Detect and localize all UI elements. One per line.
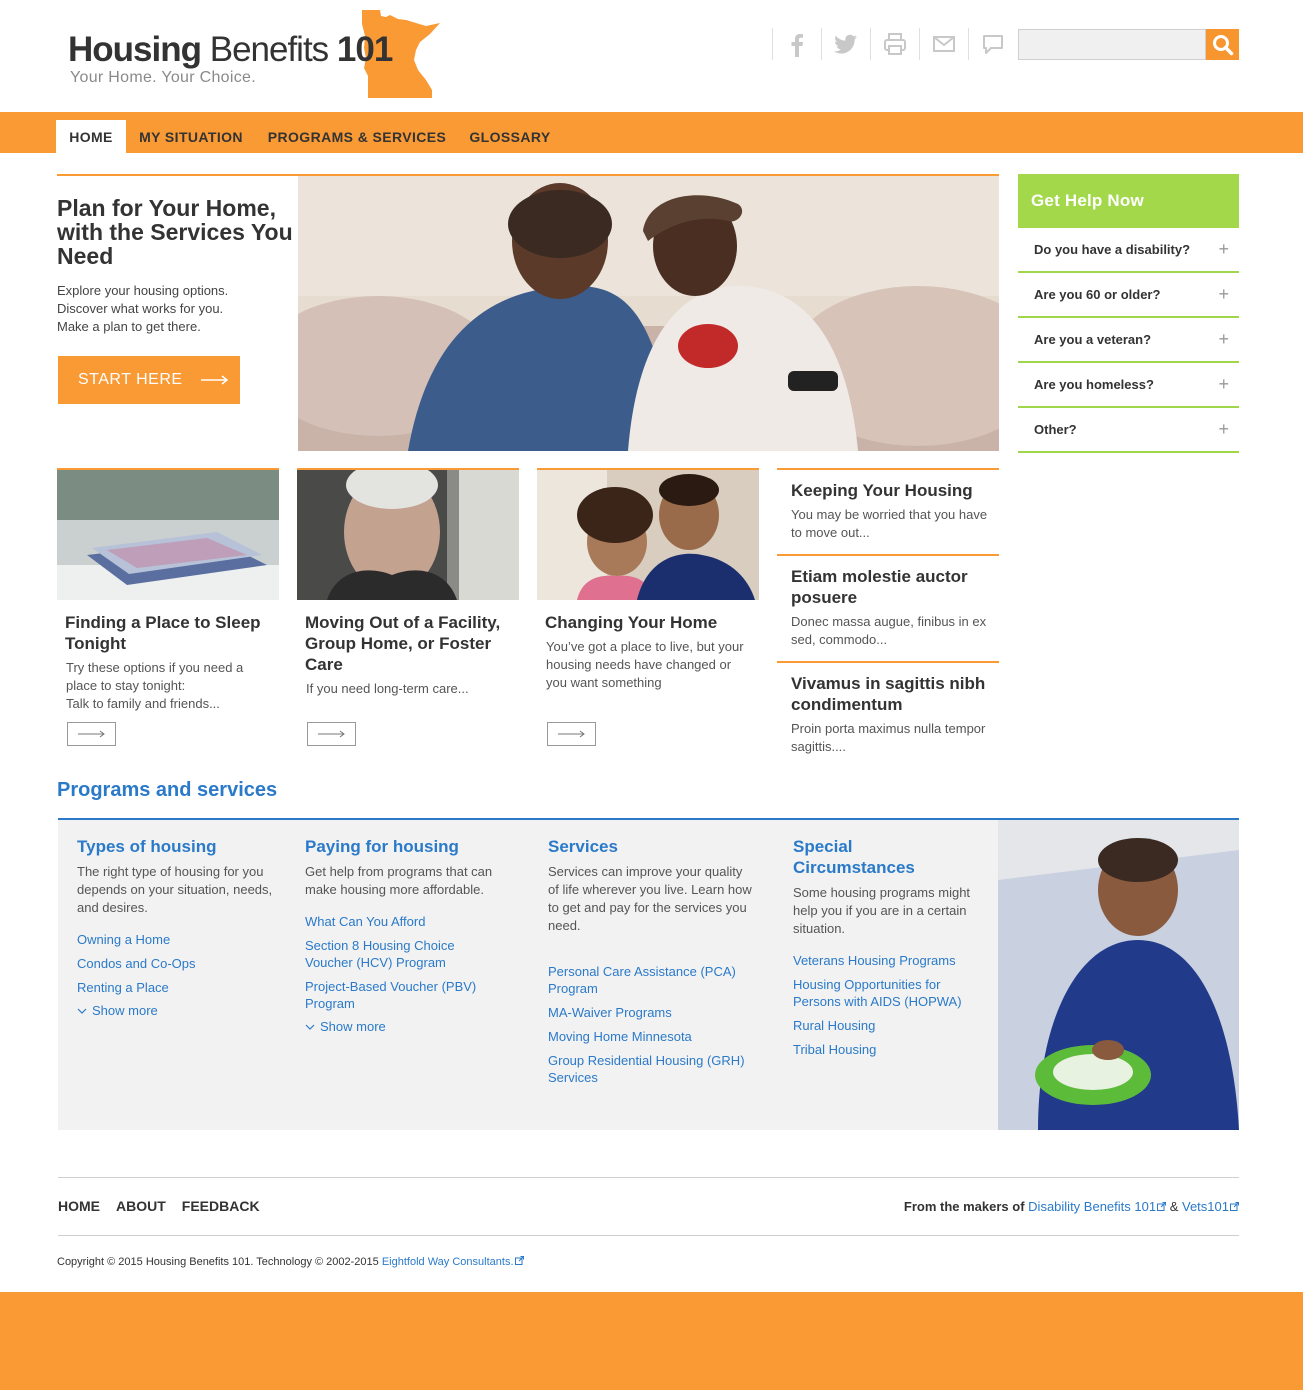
arrow-right-icon [318,730,346,738]
programs-photo-child [998,820,1239,1130]
arrow-right-icon [78,730,106,738]
card-more-button[interactable] [547,722,596,746]
card-finding-a-place[interactable]: Finding a Place to Sleep Tonight Try these options if you need a place to stay tonight: Talk to family and friends... [57,468,279,748]
col-heading: Special Circumstances [793,837,915,877]
footer-link-home[interactable]: HOME [58,1198,100,1214]
col-heading: Paying for housing [305,837,459,856]
card-photo-elderly-man [297,470,519,600]
card-photo-blanket [57,470,279,600]
logo-tagline: Your Home. Your Choice. [70,69,256,86]
nav-home[interactable]: HOME [56,120,126,153]
print-icon[interactable] [870,28,919,60]
help-item-veteran[interactable]: Are you a veteran? + [1018,318,1239,363]
logo-title: Housing Benefits 101 [68,30,393,69]
help-item-60-or-older[interactable]: Are you 60 or older? + [1018,273,1239,318]
link-vets101[interactable]: Vets101 [1182,1199,1239,1214]
plus-icon: + [1218,284,1229,304]
programs-col-paying: Paying for housing Get help from programs that can make housing more affordable. What Can You Afford Section 8 Housing Choice Voucher (HCV) Program Project-Based Voucher (PBV) Program Show more [305,836,500,1034]
makers-credit: From the makers of Disability Benefits 101 & Vets101 [904,1199,1239,1214]
link-section-8[interactable]: Section 8 Housing Choice Voucher (HCV) Program [305,938,455,970]
nav-glossary[interactable]: GLOSSARY [469,128,551,145]
twitter-icon[interactable] [821,28,870,60]
social-toolbar [772,28,1017,60]
help-item-other[interactable]: Other? + [1018,408,1239,453]
show-more-types[interactable]: Show more [77,1003,277,1018]
programs-col-services: Services Services can improve your quality of life wherever you live. Learn how to get and pay for the services you need. Personal Care Assistance (PCA) Program MA-Waiver Programs Moving Home Minnesota Group Residential Housing (GRH) Services [548,837,752,1085]
link-ma-waiver[interactable]: MA-Waiver Programs [548,1005,672,1020]
plus-icon: + [1218,374,1229,394]
get-help-title: Get Help Now [1018,174,1239,228]
link-pca[interactable]: Personal Care Assistance (PCA) Program [548,964,736,996]
link-tribal-housing[interactable]: Tribal Housing [793,1042,877,1057]
footer-divider [58,1235,1239,1236]
help-item-disability[interactable]: Do you have a disability? + [1018,228,1239,273]
search-button[interactable] [1206,29,1239,60]
search-input[interactable] [1018,29,1206,60]
link-renting[interactable]: Renting a Place [77,980,169,995]
search-icon [1212,34,1234,56]
hero-photo-couple [298,174,999,451]
link-moving-home-mn[interactable]: Moving Home Minnesota [548,1029,692,1044]
plus-icon: + [1218,419,1229,439]
external-link-icon [515,1256,524,1265]
plus-icon: + [1218,239,1229,259]
copyright: Copyright © 2015 Housing Benefits 101. Technology © 2002-2015 Eightfold Way Consultants. [57,1256,524,1268]
chat-icon[interactable] [968,28,1017,60]
external-link-icon [1157,1202,1166,1211]
chevron-down-icon [77,1007,87,1015]
programs-panel [58,818,1239,1130]
link-eightfold-way[interactable]: Eightfold Way Consultants. [382,1256,524,1268]
footer-link-about[interactable]: ABOUT [116,1198,166,1214]
link-grh[interactable]: Group Residential Housing (GRH) Services [548,1053,745,1085]
hero-title: Plan for Your Home, with the Services You Need [57,195,293,269]
side-item-vivamus[interactable]: Vivamus in sagittis nibh condimentum Proin porta maximus nulla tempor sagittis.... [777,661,999,768]
site-header [0,0,1303,112]
facebook-icon[interactable] [772,28,821,60]
card-more-button[interactable] [307,722,356,746]
main-nav [0,112,1303,153]
get-help-panel [1018,174,1239,453]
card-moving-out[interactable]: Moving Out of a Facility, Group Home, or Foster Care If you need long-term care... [297,468,519,748]
link-disability-benefits-101[interactable]: Disability Benefits 101 [1028,1199,1166,1214]
col-heading: Types of housing [77,837,217,856]
card-changing-your-home[interactable]: Changing Your Home You’ve got a place to live, but your housing needs have changed or you want something [537,468,759,748]
hero-intro [57,174,298,451]
help-item-homeless[interactable]: Are you homeless? + [1018,363,1239,408]
hero-text: Explore your housing options. Discover what works for you. Make a plan to get there. [57,283,229,334]
programs-col-types: Types of housing The right type of housing for you depends on your situation, needs, and desires. Owning a Home Condos and Co-Ops Renting a Place Show more [77,836,277,1018]
card-more-button[interactable] [67,722,116,746]
arrow-right-icon [201,375,229,385]
link-owning-home[interactable]: Owning a Home [77,932,171,947]
link-hopwa[interactable]: Housing Opportunities for Persons with AIDS (HOPWA) [793,977,962,1009]
nav-programs-services[interactable]: PROGRAMS & SERVICES [267,128,447,145]
side-item-etiam[interactable]: Etiam molestie auctor posuere Donec massa augue, finibus in ex sed, commodo... [777,554,999,661]
link-pbv[interactable]: Project-Based Voucher (PBV) Program [305,979,477,1011]
nav-my-situation[interactable]: MY SITUATION [139,128,243,145]
programs-col-special: Special Circumstances Some housing programs might help you if you are in a certain situation. Veterans Housing Programs Housing Opportunities for Persons with AIDS (HOPWA) Rural Housing Tribal Housing [793,836,973,1065]
chevron-down-icon [305,1023,315,1031]
link-rural-housing[interactable]: Rural Housing [793,1018,876,1033]
col-heading: Services [548,837,618,856]
footer-link-feedback[interactable]: FEEDBACK [181,1198,260,1214]
link-veterans-housing[interactable]: Veterans Housing Programs [793,953,956,968]
site-logo[interactable] [68,10,448,100]
link-condos[interactable]: Condos and Co-Ops [77,956,196,971]
footer-divider [58,1177,1239,1178]
email-icon[interactable] [919,28,968,60]
programs-section-title: Programs and services [57,779,278,801]
plus-icon: + [1218,329,1229,349]
footer-bar [0,1292,1303,1390]
show-more-paying[interactable]: Show more [305,1019,500,1034]
link-what-can-you-afford[interactable]: What Can You Afford [305,914,426,929]
footer-nav [58,1198,276,1214]
side-item-keeping-housing[interactable]: Keeping Your Housing You may be worried that you have to move out... [777,468,999,554]
card-photo-children [537,470,759,600]
search-bar [1018,29,1239,60]
external-link-icon [1230,1202,1239,1211]
start-here-button[interactable]: START HERE [58,356,240,404]
side-article-list [777,468,999,768]
arrow-right-icon [558,730,586,738]
